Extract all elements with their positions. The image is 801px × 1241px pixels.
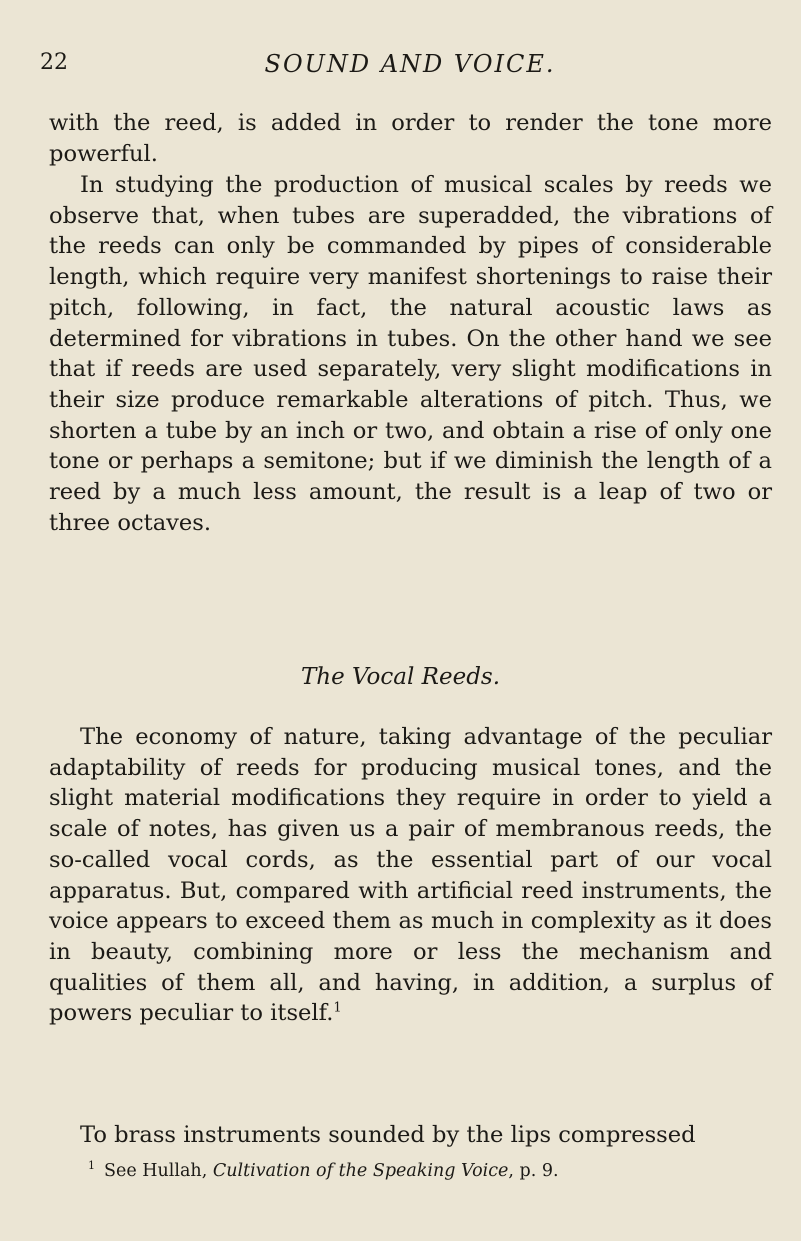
- paragraph-reeds-scales: In studying the production of musical scales by reeds we observe that, when tubes are superadded, the vibrations of the reeds can only be commanded by pipes of considerable length, which require very manifest shortenings to raise their pitch, following, in fact, the natural acoustic laws as determined for vibrations in tubes. On the other hand we see that if reeds are used separately, very slight modifications in their size produce remarkable alterations of pitch. Thus, we shorten a tube by an inch or two, and obtain a rise of only one tone or perhaps a semitone; but if we diminish the length of a reed by a much less amount, the result is a leap of two or three octaves.: [49, 172, 772, 536]
- footnote-book-title: Cultivation of the Speaking Voice: [212, 1160, 509, 1181]
- page-header: [40, 50, 780, 90]
- footnote-mark: 1: [88, 1159, 95, 1172]
- footnote: [88, 1154, 778, 1183]
- running-title: SOUND AND VOICE.: [264, 50, 556, 78]
- footnote-suffix: , p. 9.: [508, 1160, 559, 1181]
- paragraph-vocal-reeds-text: The economy of nature, taking advantage of the peculiar adaptability of reeds for producing musical tones, and the slight material modifications they require in order to yield a scale of notes, has given us a pair of membranous reeds, the so-called vocal cords, as the essential part of our vocal apparatus. But, compared with artificial reed instruments, the voice appears to exceed them as much in complexity as it does in beauty, combining more or less the mechanism and qualities of them all, and having, in addition, a surplus of powers peculiar to itself.: [49, 724, 772, 1027]
- paragraph-continuation: with the reed, is added in order to render the tone more powerful.: [49, 110, 772, 167]
- footnote-reference: 1: [333, 1000, 342, 1016]
- paragraph-vocal-reeds: [49, 722, 772, 1029]
- page-number: 22: [40, 50, 68, 75]
- paragraph-brass-instruments: To brass instruments sounded by the lips compressed: [80, 1122, 696, 1148]
- section-heading: The Vocal Reeds.: [300, 664, 501, 690]
- footnote-prefix: See Hullah,: [104, 1160, 213, 1181]
